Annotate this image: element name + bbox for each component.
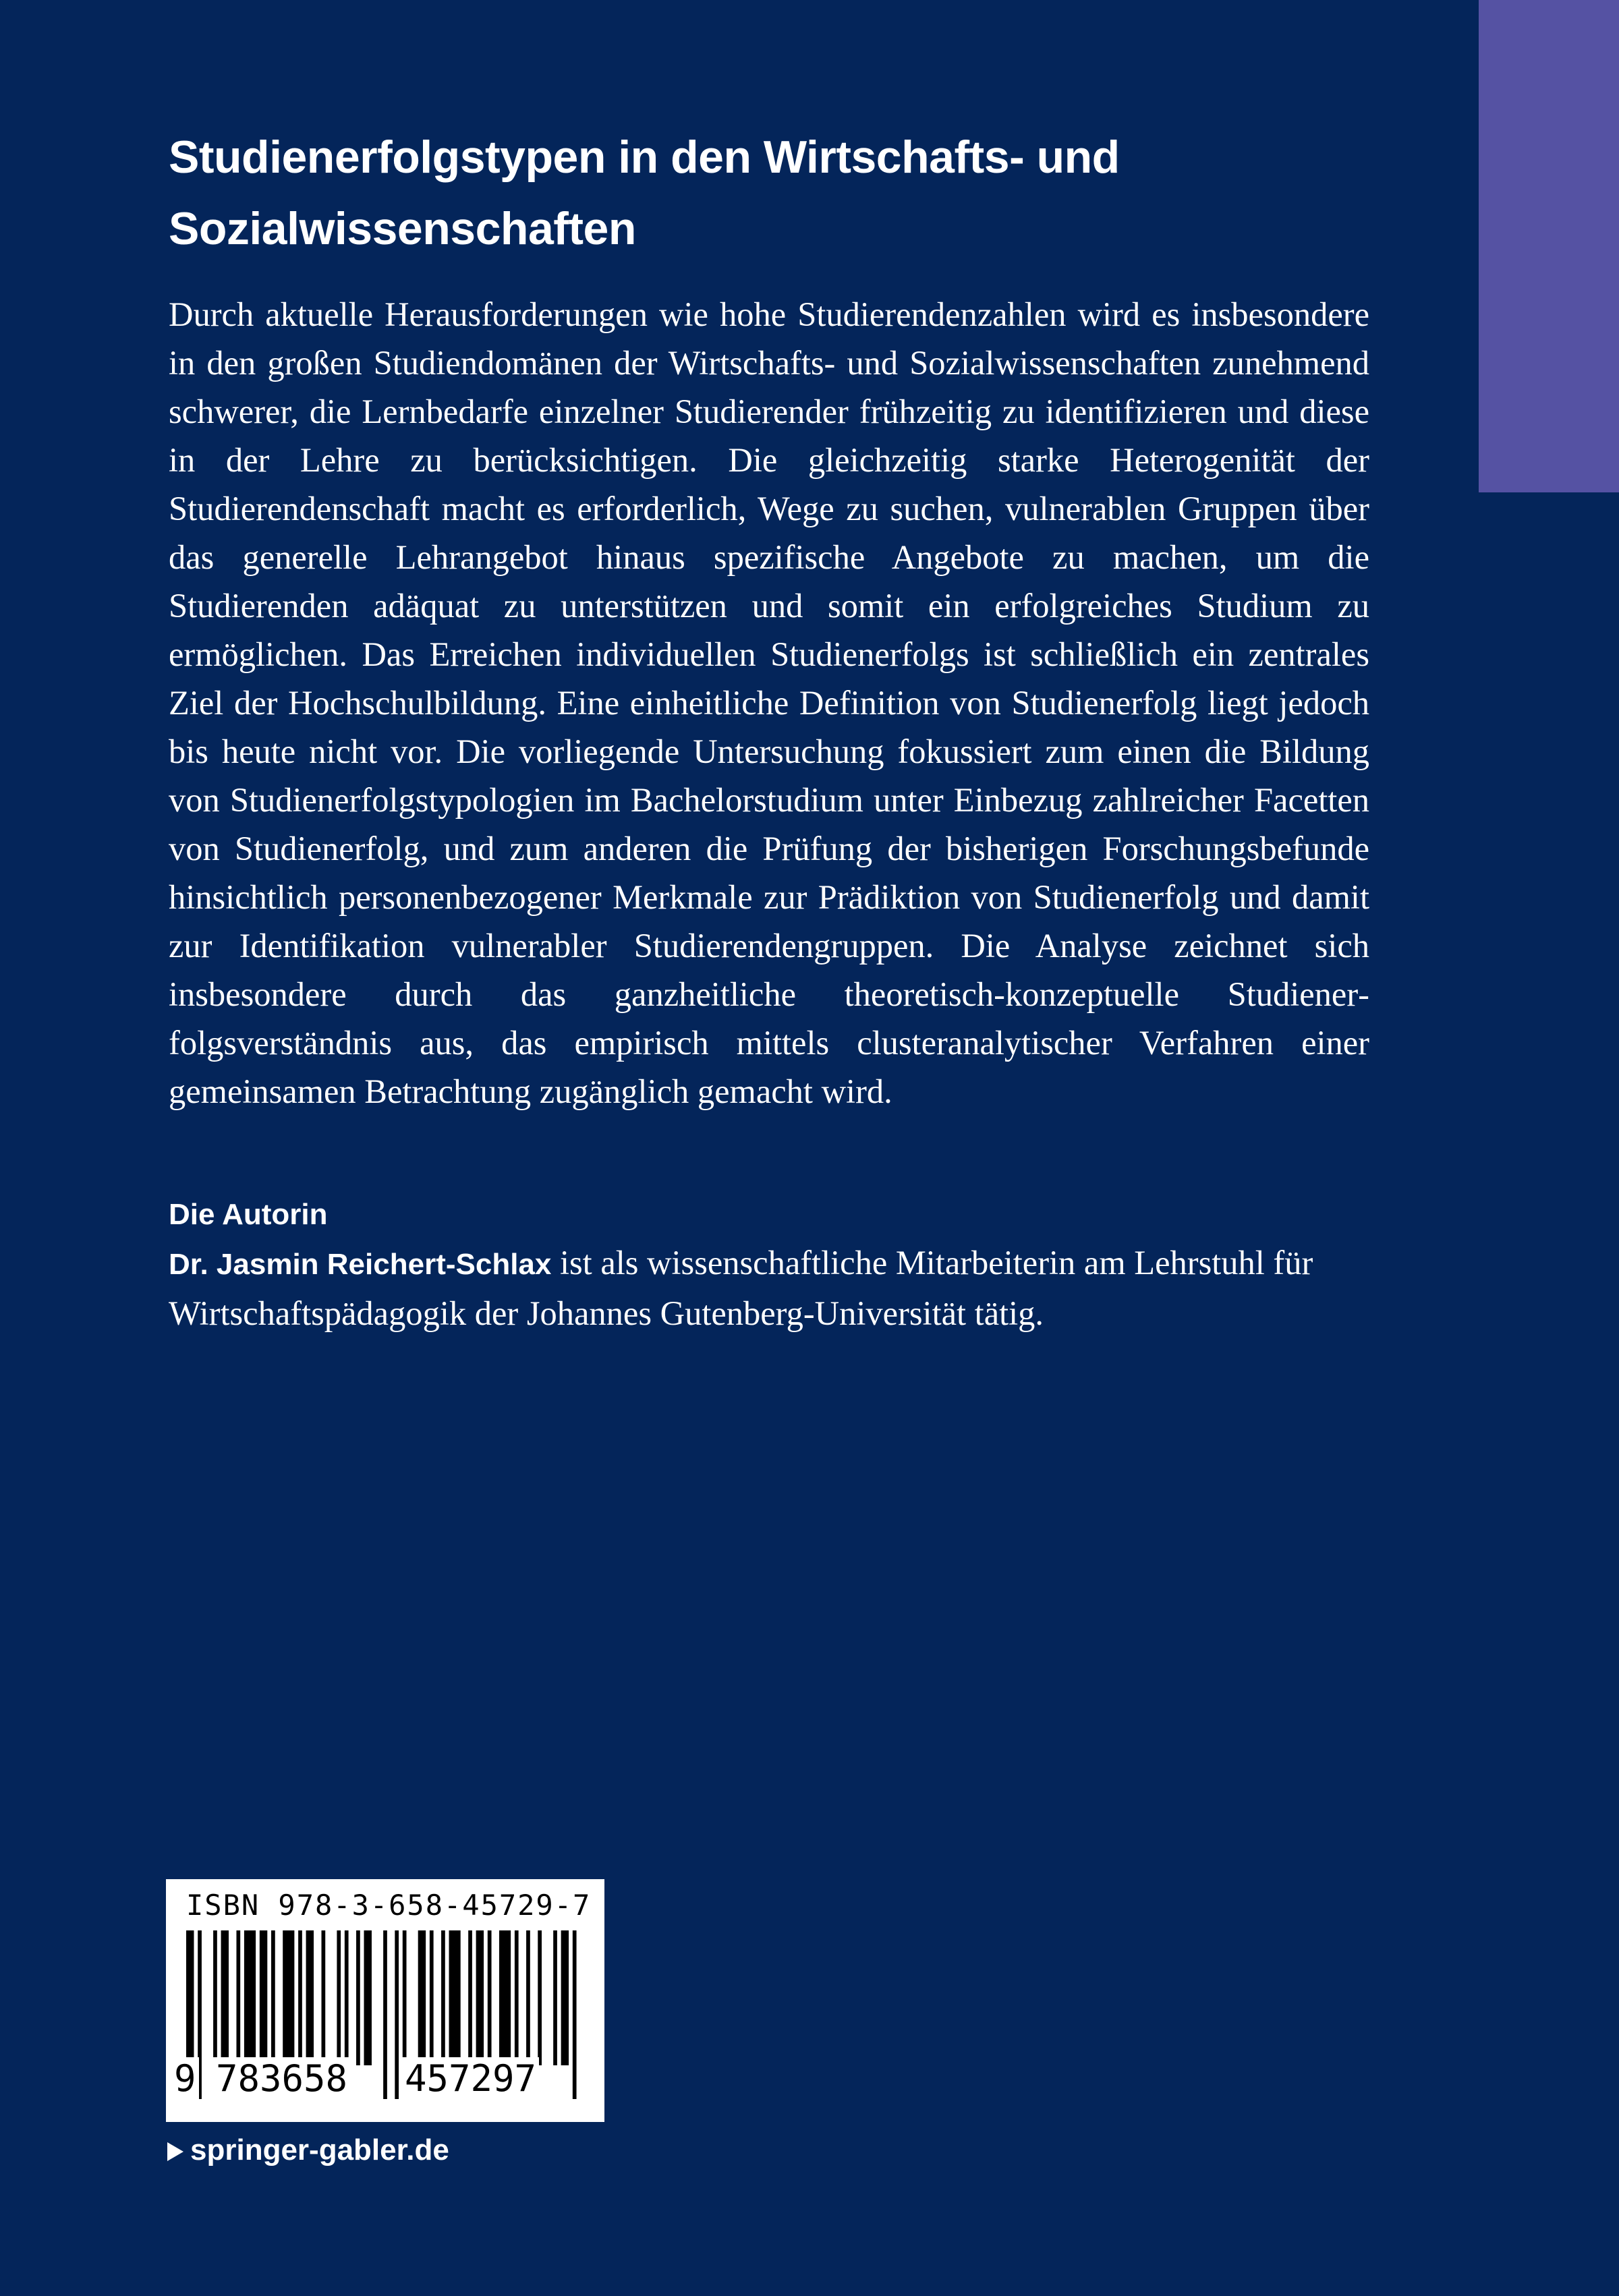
book-title-line-2: Sozialwissenschaften xyxy=(169,203,636,254)
barcode-bar xyxy=(430,1930,434,2065)
barcode-bar xyxy=(526,1930,530,2065)
barcode-bar xyxy=(298,1930,302,2065)
barcode-left-group: 783658 xyxy=(213,2057,350,2100)
barcode-bar xyxy=(306,1930,314,2065)
barcode-bar xyxy=(403,1930,407,2065)
barcode-bar xyxy=(499,1930,511,2065)
barcode-bar xyxy=(356,1930,360,2065)
isbn-barcode xyxy=(166,1879,604,2122)
barcode-bar xyxy=(283,1930,294,2065)
book-blurb: Durch aktuelle Herausforderungen wie hohe Studierendenzahlen wird es insbesondere in den großen Studiendomänen der Wirtschafts- und Sozialwissenschaften zunehmend schwerer, die Lernbedarfe einzelner Studierender frühzeitig zu identifizieren und diese in der Lehre zu berücksichtigen. Die gleichzeitig starke Heterogenität der Studierendenschaft macht es erforderlich, Wege zu suchen, vulnerablen Gruppen über das generelle Lehrangebot hinaus spezifische Angebote zu machen, um die Studierenden adäquat zu unterstützen und somit ein erfolgreiches Studium zu ermöglichen. Das Erreichen individuellen Studienerfolgs ist schließlich ein zentrales Ziel der Hochschulbildung. Eine einheitliche Definition von Studienerfolg liegt jedoch bis heute nicht vor. Die vorliegende Untersuchung fokussiert zum einen die Bildung von Studienerfolgstypologien im Bachelorstudium unter Einbezug zahlreicher Facetten von Studienerfolg, und zum anderen die Prüfung der bisherigen Forschungsbefunde hinsichtlich personenbezogener Merkmale zur Prädiktion von Studienerfolg und damit zur Identifikation vulnerabler Studierendengruppen. Die Analyse zeichnet sich insbesondere durch das ganzheitliche theoretisch-konzeptuelle Studienerfolgsverständnis aus, das empirisch mittels clusteranalytischer Verfahren einer gemeinsamen Betrachtung zugänglich gemacht wird. xyxy=(169,295,1369,1110)
barcode-bar xyxy=(449,1930,461,2065)
author-heading: Die Autorin xyxy=(169,1198,328,1231)
isbn-label: ISBN 978-3-658-45729-7 xyxy=(186,1889,592,1922)
barcode-bar xyxy=(515,1930,519,2065)
author-bio-text: ist als wissenschaftliche Mitarbeiterin am Lehrstuhl für Wirtschaftspädagogik der Johannes Gutenberg-Universität tätig. xyxy=(169,1244,1313,1332)
barcode-bar xyxy=(538,1930,542,2065)
barcode-bar xyxy=(468,1930,472,2065)
publisher-link[interactable] xyxy=(167,2130,449,2171)
barcode-bar xyxy=(221,1930,229,2065)
barcode-bar xyxy=(561,1930,569,2065)
barcode-first-digit: 9 xyxy=(171,2057,199,2100)
barcode-bar xyxy=(244,1930,256,2065)
barcode-right-group: 457297 xyxy=(402,2057,539,2100)
barcode-bar xyxy=(553,1930,557,2065)
author-bio xyxy=(169,1238,1369,1338)
barcode-bar xyxy=(345,1930,349,2065)
barcode-bar xyxy=(236,1930,240,2065)
barcode-bar xyxy=(488,1930,492,2065)
barcode-bar xyxy=(573,1930,577,2099)
barcode-bar xyxy=(260,1930,267,2065)
triangle-right-icon xyxy=(167,2142,183,2161)
barcode-bar xyxy=(395,1930,399,2099)
barcode-bar xyxy=(441,1930,445,2065)
book-title-line-1: Studienerfolgstypen in den Wirtschafts- und xyxy=(169,132,1120,183)
accent-tab xyxy=(1479,0,1619,492)
barcode-bar xyxy=(418,1930,426,2065)
barcode-bar xyxy=(213,1930,217,2065)
book-title xyxy=(169,121,1437,264)
barcode-bar xyxy=(321,1930,325,2065)
author-name: Dr. Jasmin Reichert-Schlax xyxy=(169,1248,552,1281)
publisher-url: springer-gabler.de xyxy=(190,2133,449,2166)
barcode-bar xyxy=(383,1930,387,2099)
barcode-bar xyxy=(476,1930,484,2065)
barcode-bar xyxy=(337,1930,341,2065)
barcode-bar xyxy=(364,1930,372,2065)
barcode-bar xyxy=(271,1930,275,2065)
